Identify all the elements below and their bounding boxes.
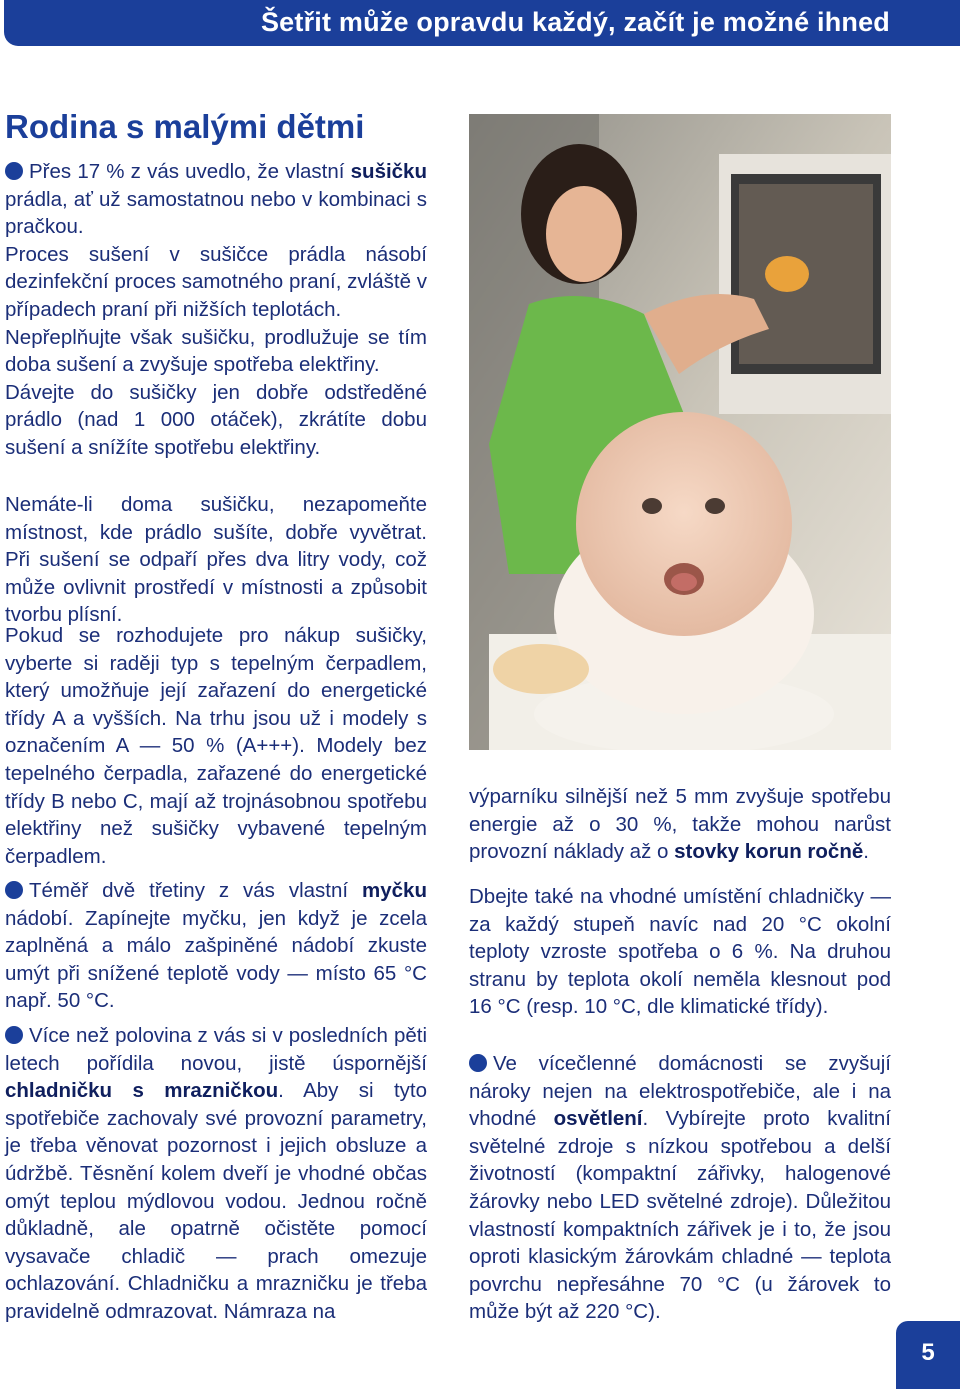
paragraph-dryer-overfill: Nepřeplňujte však sušičku, prodlužuje se tím doba sušení a zvyšuje spotřeba elektřiny. [5,325,427,377]
left-column [5,158,427,462]
right-column-3 [469,1050,891,1326]
page-number: 5 [921,1339,935,1366]
section-title: Rodina s malými dětmi [5,108,365,145]
paragraph-evaporator: výparníku silnější než 5 mm zvyšuje spotřebu energie až o 30 %, takže mohou narůst provozní náklady až o stovky korun ročně. [469,785,891,864]
left-column-2 [5,491,427,629]
paragraph-heat-pump: Pokud se rozhodujete pro nákup sušičky, vyberte si raději typ s tepelným čerpadlem, který umožňuje její zařazení do energetické třídy A a vyšších. Na trhu jsou už i modely s označením A — 50 % (A+++). Modely bez tepelného čerpadla, zařazené do energetické třídy B nebo C, mají až trojnásobnou spotřebu elektřiny než sušičky vybavené tepelným čerpadlem. [5,624,427,868]
bullet-icon [469,1054,487,1072]
bullet-icon [5,881,23,899]
paragraph-lighting: Ve vícečlenné domácnosti se zvyšují nároky nejen na elektrospotřebiče, ale i na vhodné osvětlení. Vybírejte proto kvalitní světelné zdroje s nízkou spotřebou a delší životností (kompaktní zářivky, halogenové žárovky nebo LED světelné zdroje). Důležitou vlastností kompaktních zářivek je i to, že jsou oproti klasickým žárovkám chladné — teplota povrchu nepřesáhne 70 °C (u žárovek to může být až 220 °C). [469,1052,892,1324]
paragraph-dryer-spin: Dávejte do sušičky jen dobře odstředěné prádlo (nad 1 000 otáček), zkrátíte dobu sušení a snížíte spotřebu elektřiny. [5,380,427,459]
bullet-icon [5,1026,23,1044]
paragraph-fridge-placement: Dbejte také na vhodné umístění chladničky — za každý stupeň navíc nad 20 °C okolní teploty vzroste spotřeba o 6 %. Na druhou stranu by teplota okolí neměla klesnout pod 16 °C (resp. 10 °C, dle klimatické třídy). [469,885,891,1019]
header-bar [4,0,960,46]
bullet-icon [5,162,23,180]
right-column [469,783,891,866]
header-title: Šetřit může opravdu každý, začít je možné ihned [260,7,890,37]
paragraph-dryer-disinfection: Proces sušení v sušičce prádla násobí dezinfekční proces samotného praní, zvláště v případech praní při nižších teplotách. [5,242,427,321]
paragraph-dishwasher: Téměř dvě třetiny z vás vlastní myčku nádobí. Zapínejte myčku, jen když je zcela zaplněná a málo zašpiněné nádobí zkuste umýt při snížené teplotě vody — místo 65 °C např. 50 °C. [5,879,427,1013]
paragraph-fridge: Více než polovina z vás si v posledních pěti letech pořídila novou, jistě úspornější chladničku s mrazničkou. Aby si tyto spotřebiče zachovaly své provozní parametry, je třeba věnovat pozornost i jejich obsluze a údržbě. Těsnění kolem dveří je vhodné občas omýt teplou mýdlovou vodou. Jednou ročně důkladně, ale opatrně očistěte pomocí vysavače chladič — prach omezuje ochlazování. Chladničku a mrazničku je třeba pravidelně odmrazovat. Námraza na [5,1024,427,1323]
left-column-4 [5,877,427,1015]
left-column-5 [5,1022,427,1326]
photo-mother-baby [469,114,891,750]
paragraph-dryer-intro: Přes 17 % z vás uvedlo, že vlastní sušičku prádla, ať už samostatnou nebo v kombinaci s pračkou. [5,160,427,239]
right-column-2 [469,883,891,1021]
photo-illustration [469,114,891,750]
page-number-tab [896,1321,960,1389]
paragraph-no-dryer: Nemáte-li doma sušičku, nezapomeňte místnost, kde prádlo sušíte, dobře vyvětrat. Při sušení se odpaří přes dva litry vody, což může ovlivnit prostředí v místnosti a způsobit tvorbu plísní. [5,493,427,627]
left-column-3 [5,622,427,870]
